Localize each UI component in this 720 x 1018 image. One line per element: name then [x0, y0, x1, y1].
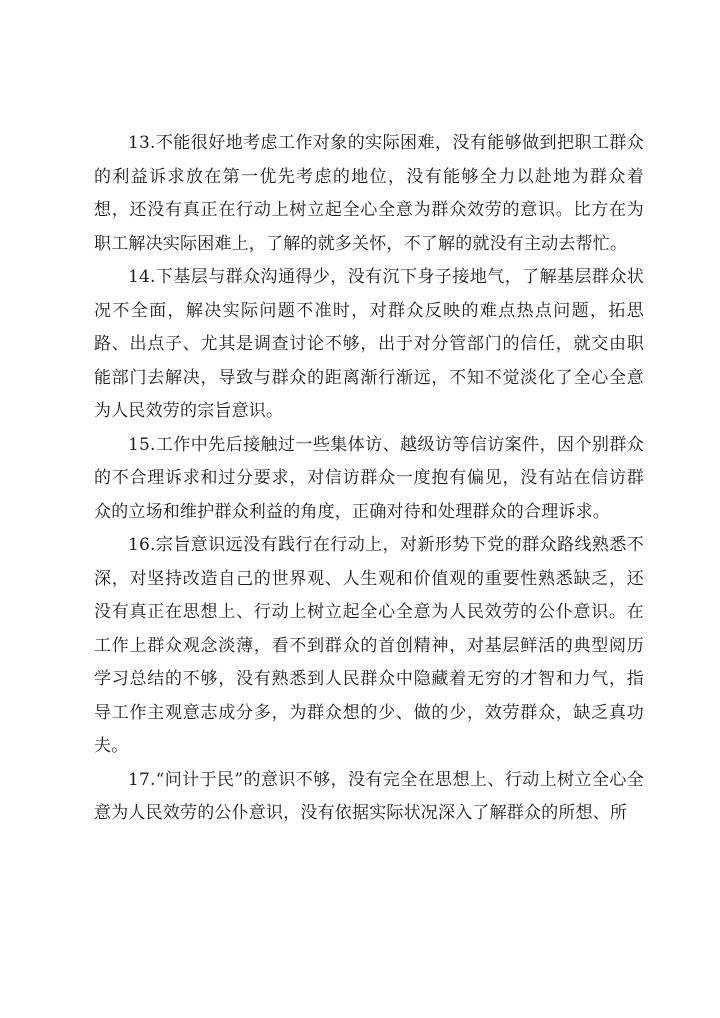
paragraph-15: 15.工作中先后接触过一些集体访、越级访等信访案件，因个别群众的不合理诉求和过分要求，对信访群众一度抱有偏见，没有站在信访群众的立场和维护群众利益的角度，正确对待和处理群众的合理诉求。 [94, 434, 644, 522]
document-body [94, 127, 644, 831]
paragraph-13: 13.不能很好地考虑工作对象的实际困难，没有能够做到把职工群众的利益诉求放在第一优先考虑的地位，没有能够全力以赴地为群众着想，还没有真正在行动上树立起全心全意为群众效劳的意识。比方在为职工解决实际困难上，了解的就多关怀，不了解的就没有主动去帮忙。 [94, 133, 644, 254]
paragraph-14: 14.下基层与群众沟通得少，没有沉下身子接地气，了解基层群众状况不全面，解决实际问题不准时，对群众反映的难点热点问题，拓思路、出点子、尤其是调查讨论不够，出于对分管部门的信任，就交由职能部门去解决，导致与群众的距离渐行渐远，不知不觉淡化了全心全意为人民效劳的宗旨意识。 [94, 267, 644, 421]
paragraph-16: 16.宗旨意识远没有践行在行动上，对新形势下党的群众路线熟悉不深，对坚持改造自己的世界观、人生观和价值观的重要性熟悉缺乏，还没有真正在思想上、行动上树立起全心全意为人民效劳的公仆意识。在工作上群众观念淡薄，看不到群众的首创精神，对基层鲜活的典型阅历学习总结的不够，没有熟悉到人民群众中隐藏着无穷的才智和力气，指导工作主观意志成分多，为群众想的少、做的少，效劳群众，缺乏真功夫。 [94, 535, 644, 756]
paragraph-17: 17.“问计于民”的意识不够，没有完全在思想上、行动上树立全心全意为人民效劳的公仆意识，没有依据实际状况深入了解群众的所想、所 [94, 769, 644, 823]
